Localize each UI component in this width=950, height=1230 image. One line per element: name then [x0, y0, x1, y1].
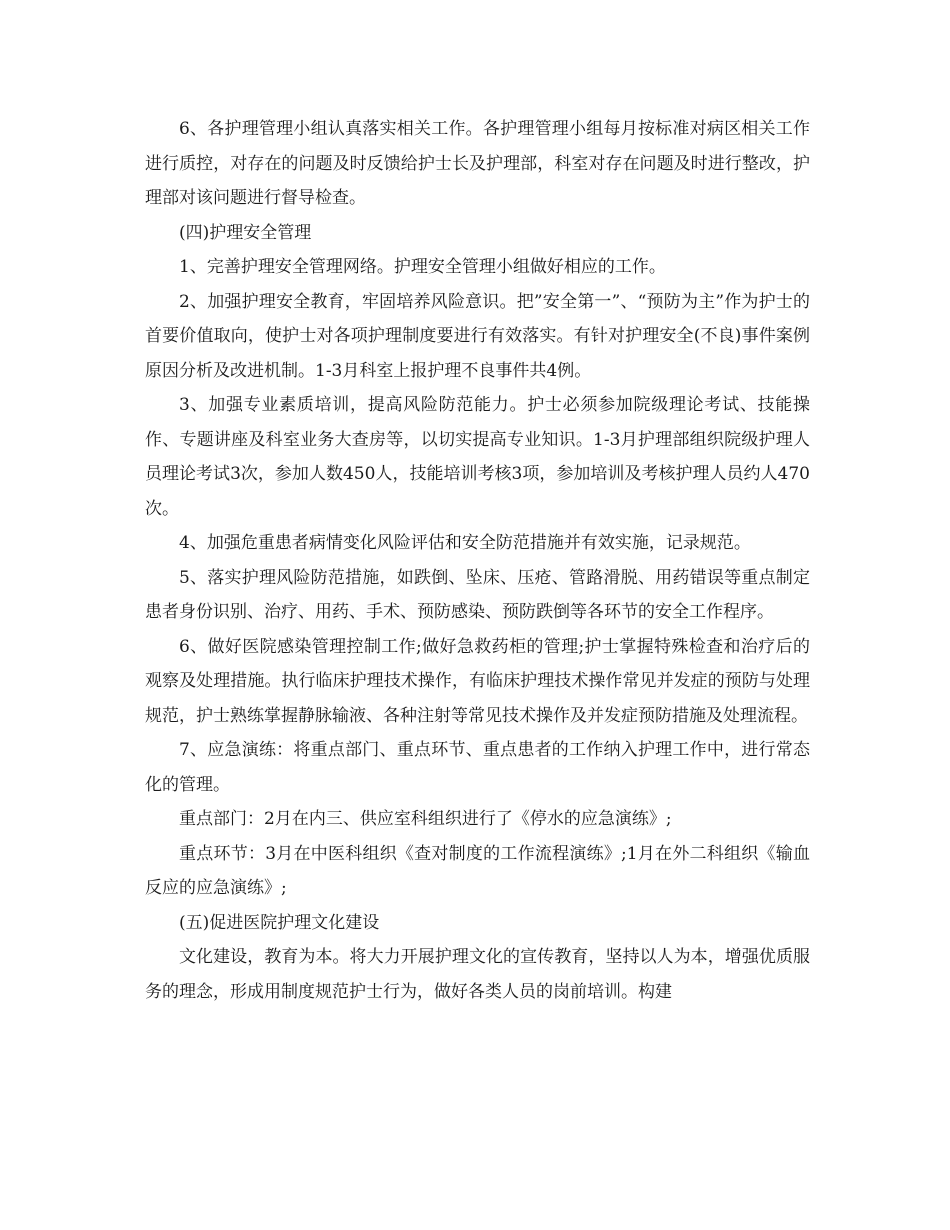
paragraph-key-steps: 重点环节：3月在中医科组织《查对制度的工作流程演练》;1月在外二科组织《输血反应的应急演练》; [145, 843, 810, 898]
paragraph-item-6-quality: 6、各护理管理小组认真落实相关工作。各护理管理小组每月按标准对病区相关工作进行质控，对存在的问题及时反馈给护士长及护理部，科室对存在问题及时进行整改，护理部对该问题进行督导检查。 [145, 119, 810, 208]
paragraph-safety-2: 2、加强护理安全教育，牢固培养风险意识。把”安全第一”、“预防为主”作为护士的首要价值取向，使护士对各项护理制度要进行有效落实。有针对护理安全(不良)事件案例原因分析及改进机制。1-3月科室上报护理不良事件共4例。 [145, 291, 810, 381]
paragraph-safety-7: 7、应急演练：将重点部门、重点环节、重点患者的工作纳入护理工作中，进行常态化的管理。 [145, 740, 810, 795]
section-heading-safety: (四)护理安全管理 [179, 222, 312, 243]
section-heading-culture: (五)促进医院护理文化建设 [179, 912, 380, 933]
paragraph-culture: 文化建设，教育为本。将大力开展护理文化的宣传教育，坚持以人为本，增强优质服务的理念，形成用制度规范护士行为，做好各类人员的岗前培训。构建 [145, 947, 810, 1002]
paragraph-safety-3: 3、加强专业素质培训，提高风险防范能力。护士必须参加院级理论考试、技能操作、专题讲座及科室业务大查房等，以切实提高专业知识。1-3月护理部组织院级护理人员理论考试3次，参加人数450人，技能培训考核3项，参加培训及考核护理人员约人470次。 [145, 395, 810, 519]
paragraph-safety-5: 5、落实护理风险防范措施，如跌倒、坠床、压疮、管路滑脱、用药错误等重点制定患者身份识别、治疗、用药、手术、预防感染、预防跌倒等各环节的安全工作程序。 [145, 567, 810, 622]
paragraph-safety-4: 4、加强危重患者病情变化风险评估和安全防范措施并有效实施，记录规范。 [179, 533, 751, 553]
paragraph-key-departments: 重点部门：2月在内三、供应室科组织进行了《停水的应急演练》; [179, 809, 672, 829]
document-body [145, 112, 810, 1009]
paragraph-safety-6: 6、做好医院感染管理控制工作;做好急救药柜的管理;护士掌握特殊检查和治疗后的观察及处理措施。执行临床护理技术操作，有临床护理技术操作常见并发症的预防与处理规范，护士熟练掌握静脉输液、各种注射等常见技术操作及并发症预防措施及处理流程。 [145, 636, 810, 726]
paragraph-safety-1: 1、完善护理安全管理网络。护理安全管理小组做好相应的工作。 [179, 257, 666, 277]
